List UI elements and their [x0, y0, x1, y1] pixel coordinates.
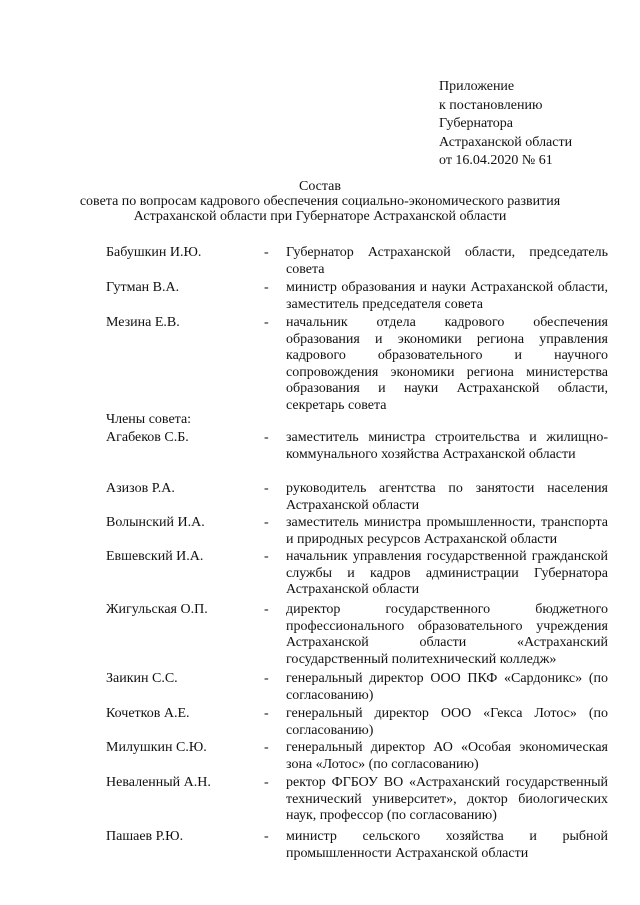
- appendix-line: Астраханской области: [439, 134, 573, 150]
- dash-separator: -: [264, 430, 269, 445]
- document-subtitle-line-2: Астраханской области при Губернаторе Астраханской области: [133, 209, 507, 224]
- appendix-line: к постановлению: [439, 97, 543, 113]
- member-position: генеральный директор ООО «Гекса Лотос» (по согласованию): [286, 706, 608, 738]
- member-position: Губернатор Астраханской области, председатель совета: [286, 245, 608, 277]
- dash-separator: -: [264, 602, 269, 617]
- member-name: Мезина Е.В.: [106, 315, 180, 330]
- member-position: министр сельского хозяйства и рыбной промышленности Астраханской области: [286, 829, 608, 861]
- member-name: Кочетков А.Е.: [106, 706, 190, 721]
- dash-separator: -: [264, 706, 269, 721]
- member-position: руководитель агентства по занятости населения Астраханской области: [286, 481, 608, 513]
- dash-separator: -: [264, 245, 269, 260]
- dash-separator: -: [264, 775, 269, 790]
- member-position: заместитель министра промышленности, транспорта и природных ресурсов Астраханской области: [286, 515, 608, 547]
- member-name: Неваленный А.Н.: [106, 775, 211, 790]
- member-name: Жигульская О.П.: [106, 602, 208, 617]
- appendix-line: от 16.04.2020 № 61: [439, 153, 553, 168]
- appendix-block: [439, 78, 572, 171]
- dash-separator: -: [264, 515, 269, 530]
- member-name: Гутман В.А.: [106, 280, 180, 295]
- dash-separator: -: [264, 481, 269, 496]
- member-position: директор государственного бюджетного профессионального образовательного учреждения Астраханской области «Астраханский государственный политехнический колледж»: [286, 602, 608, 667]
- member-position: ректор ФГБОУ ВО «Астраханский государственный технический университет», доктор биологических наук, профессор (по согласованию): [286, 775, 608, 823]
- document-title: Состав: [298, 179, 341, 194]
- member-position: начальник отдела кадрового обеспечения образования и экономики региона управления кадрового образовательного и научного сопровождения экономики региона министерства образования и науки Астраханской области, секретарь совета: [286, 315, 608, 413]
- dash-separator: -: [264, 671, 269, 686]
- dash-separator: -: [264, 315, 269, 330]
- member-name: Бабушкин И.Ю.: [106, 245, 202, 260]
- member-name: Евшевский И.А.: [106, 549, 204, 564]
- members-header: Члены совета:: [106, 412, 192, 427]
- member-name: Агабеков С.Б.: [106, 430, 189, 445]
- member-position: заместитель министра строительства и жилищно-коммунального хозяйства Астраханской области: [286, 430, 608, 462]
- member-name: Милушкин С.Ю.: [106, 740, 207, 755]
- dash-separator: -: [264, 280, 269, 295]
- dash-separator: -: [264, 829, 269, 844]
- member-name: Волынский И.А.: [106, 515, 205, 530]
- document-subtitle-line-1: совета по вопросам кадрового обеспечения социально-экономического развития: [79, 194, 561, 209]
- member-name: Заикин С.С.: [106, 671, 178, 686]
- member-position: начальник управления государственной гражданской службы и кадров администрации Губернатора Астраханской области: [286, 549, 608, 597]
- member-position: генеральный директор АО «Особая экономическая зона «Лотос» (по согласованию): [286, 740, 608, 772]
- dash-separator: -: [264, 549, 269, 564]
- dash-separator: -: [264, 740, 269, 755]
- member-position: генеральный директор ООО ПКФ «Сардоникс» (по согласованию): [286, 671, 608, 703]
- member-name: Пашаев Р.Ю.: [106, 829, 184, 844]
- member-position: министр образования и науки Астраханской области, заместитель председателя совета: [286, 280, 608, 312]
- appendix-line: Губернатора: [439, 116, 514, 131]
- appendix-line: Приложение: [439, 79, 515, 94]
- member-name: Азизов Р.А.: [106, 481, 175, 496]
